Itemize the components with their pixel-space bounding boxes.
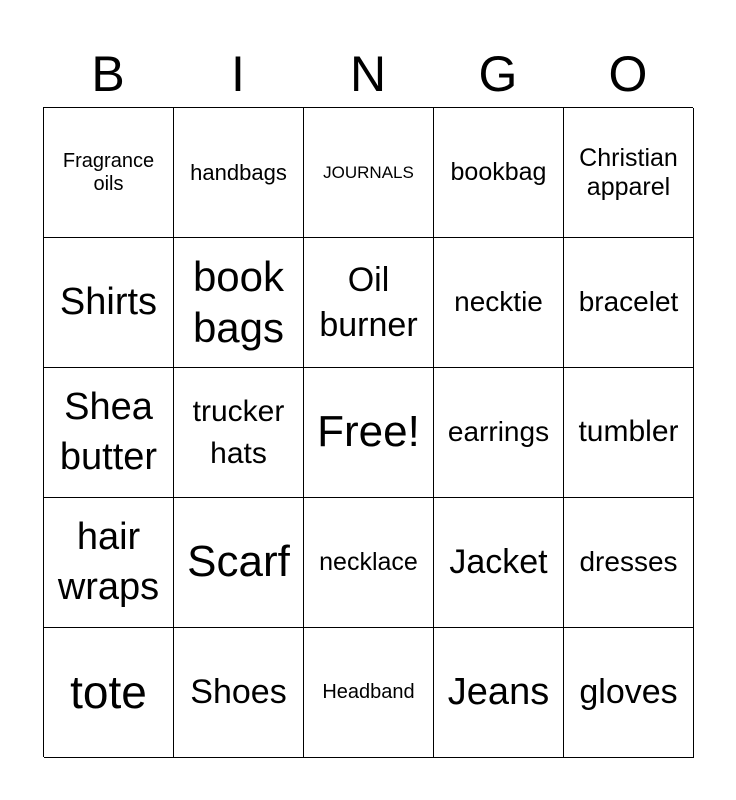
bingo-header xyxy=(43,44,693,104)
header-letter-o: O xyxy=(608,46,648,102)
bingo-cell[interactable]: earrings xyxy=(434,368,564,498)
bingo-cell[interactable]: Scarf xyxy=(174,498,304,628)
bingo-board xyxy=(43,107,693,757)
bingo-cell[interactable]: Headband xyxy=(304,628,434,758)
bingo-cell[interactable]: trucker hats xyxy=(174,368,304,498)
bingo-cell[interactable]: tumbler xyxy=(564,368,694,498)
header-letter-n: N xyxy=(349,46,387,102)
bingo-cell[interactable]: Fragrance oils xyxy=(44,108,174,238)
bingo-cell[interactable]: bracelet xyxy=(564,238,694,368)
header-letter-g: G xyxy=(478,46,518,102)
bingo-cell[interactable]: Christian apparel xyxy=(564,108,694,238)
bingo-cell[interactable]: necklace xyxy=(304,498,434,628)
bingo-cell[interactable]: Oil burner xyxy=(304,238,434,368)
bingo-cell[interactable]: gloves xyxy=(564,628,694,758)
bingo-cell[interactable]: bookbag xyxy=(434,108,564,238)
bingo-cell[interactable]: Shoes xyxy=(174,628,304,758)
bingo-cell[interactable]: Jeans xyxy=(434,628,564,758)
bingo-cell[interactable]: Jacket xyxy=(434,498,564,628)
bingo-cell[interactable]: dresses xyxy=(564,498,694,628)
header-letter-i: I xyxy=(231,46,245,102)
bingo-cell[interactable]: handbags xyxy=(174,108,304,238)
bingo-cell[interactable]: JOURNALS xyxy=(304,108,434,238)
bingo-cell[interactable]: Shea butter xyxy=(44,368,174,498)
bingo-cell[interactable]: hair wraps xyxy=(44,498,174,628)
free-space[interactable]: Free! xyxy=(304,368,434,498)
bingo-cell[interactable]: necktie xyxy=(434,238,564,368)
bingo-cell[interactable]: Shirts xyxy=(44,238,174,368)
bingo-cell[interactable]: tote xyxy=(44,628,174,758)
header-letter-b: B xyxy=(91,46,125,102)
bingo-cell[interactable]: book bags xyxy=(174,238,304,368)
